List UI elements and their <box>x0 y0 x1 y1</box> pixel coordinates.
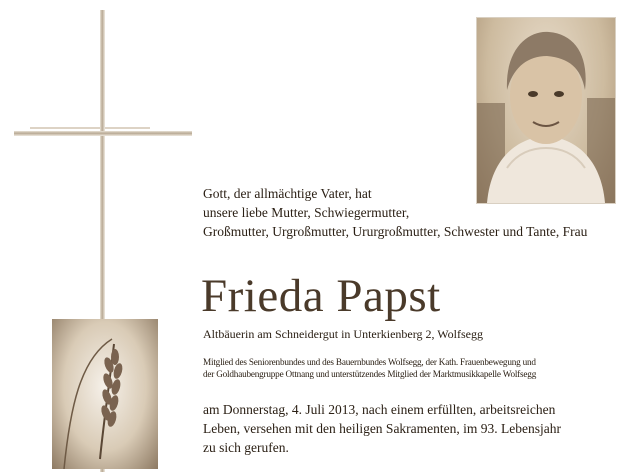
deceased-description: Altbäuerin am Schneidergut in Unterkienberg 2, Wolfsegg <box>203 327 483 341</box>
deceased-name: Frieda Papst <box>201 270 441 322</box>
death-line: zu sich gerufen. <box>203 440 289 455</box>
wheat-illustration <box>52 319 158 469</box>
intro-line: Großmutter, Urgroßmutter, Ururgroßmutter, Schwester und Tante, Frau <box>203 224 588 239</box>
portrait-photo <box>476 17 616 204</box>
cross-highlight <box>30 127 150 129</box>
death-line: Leben, versehen mit den heiligen Sakramenten, im 93. Lebensjahr <box>203 421 562 436</box>
death-line: am Donnerstag, 4. Juli 2013, nach einem erfüllten, arbeitsreichen <box>203 402 556 417</box>
intro-text <box>203 184 587 241</box>
cross-horizontal-beam <box>14 131 192 136</box>
wheat-icon <box>52 319 158 469</box>
intro-line: Gott, der allmächtige Vater, hat <box>203 186 372 201</box>
intro-line: unsere liebe Mutter, Schwiegermutter, <box>203 205 410 220</box>
death-notice-text <box>203 400 598 457</box>
portrait-illustration <box>477 18 615 203</box>
membership-line: der Goldhaubengruppe Ottnang und unterstützendes Mitglied der Marktmusikkapelle Wolfsegg <box>203 369 537 379</box>
memberships-text <box>203 356 536 380</box>
membership-line: Mitglied des Seniorenbundes und des Bauernbundes Wolfsegg, der Kath. Frauenbewegung und <box>203 357 536 367</box>
